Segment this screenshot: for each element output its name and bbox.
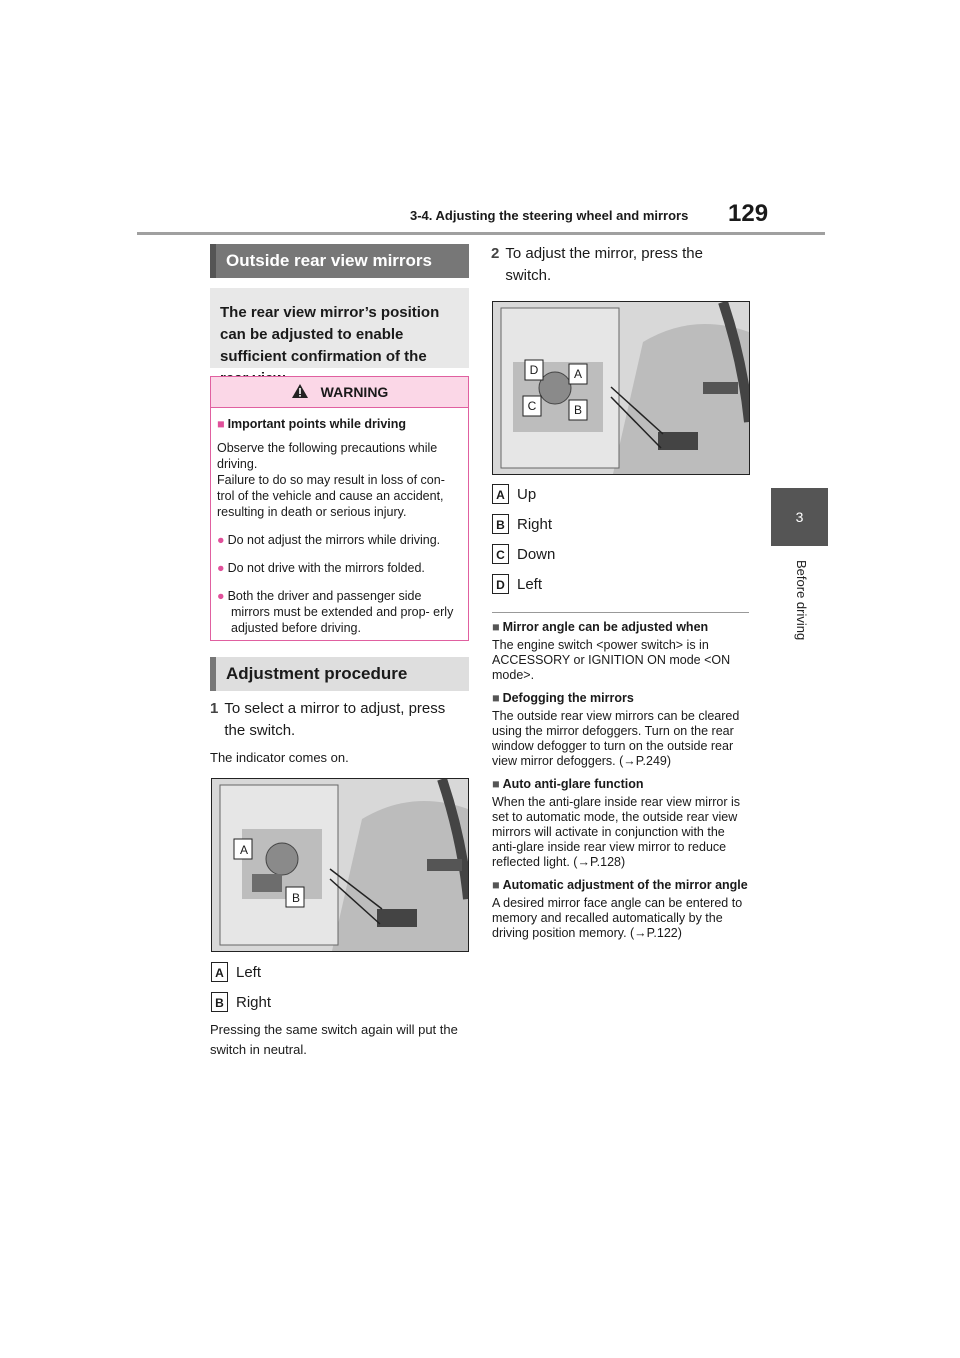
legend-item: A Left (211, 957, 470, 987)
legend-tag: A (211, 962, 228, 982)
mirror-switch-illustration (212, 779, 468, 951)
note-body: The engine switch <power switch> is in ACCESSORY or IGNITION ON mode <ON mode>. (492, 638, 731, 682)
square-bullet-icon: ■ (492, 777, 500, 791)
figure-label: B (291, 891, 300, 905)
step-text: To adjust the mirror, press the switch. (505, 245, 703, 284)
figure-label: D (529, 363, 539, 377)
dot-bullet-icon: ● (217, 561, 225, 575)
warning-title: WARNING (320, 384, 389, 400)
mirror-switch-illustration (493, 302, 749, 474)
switch-figure-1 (211, 778, 469, 952)
chapter-number: 3 (795, 509, 804, 525)
warning-icon (291, 383, 309, 402)
legend-tag: A (492, 484, 509, 504)
figure-label: C (527, 399, 537, 413)
intro-box: The rear view mirror’s position can be adjusted to enable sufficient confirmation of the (210, 288, 469, 368)
warning-text-2: Failure to do so may result in loss of con- trol of the vehicle and cause an accident, resulting in death or serious injury. (217, 473, 445, 519)
switch-figure-2 (492, 301, 750, 475)
step-1 (210, 698, 469, 742)
legend-tag: B (211, 992, 228, 1012)
legend-1 (211, 957, 470, 1017)
figure-label: B (573, 403, 582, 417)
square-bullet-icon: ■ (492, 691, 500, 705)
legend-item: B Right (492, 509, 751, 539)
legend-tag: D (492, 574, 509, 594)
step-1-note: The indicator comes on. (210, 750, 349, 765)
square-bullet-icon: ■ (492, 878, 500, 892)
warning-box (210, 376, 469, 641)
step-text: To select a mirror to adjust, press the switch. (224, 700, 446, 739)
note-body: A desired mirror face angle can be entered to memory and recalled automatically by the driving position memory. (→P.122) (492, 896, 743, 940)
legend-tag: B (492, 514, 509, 534)
legend-item: C Down (492, 539, 751, 569)
square-bullet-icon: ■ (217, 417, 225, 431)
section-title: 3-4. Adjusting the steering wheel and mirrors (410, 208, 689, 223)
note-heading: ■ Automatic adjustment of the mirror angle (492, 878, 748, 892)
warning-bullet: ● Do not adjust the mirrors while driving. (217, 533, 441, 547)
legend-item: B Right (211, 987, 470, 1017)
step-number: 2 (491, 245, 500, 262)
step-2 (491, 243, 750, 287)
dot-bullet-icon: ● (217, 589, 225, 603)
section-heading: Outside rear view mirrors (210, 244, 469, 278)
legend-item: D Left (492, 569, 751, 599)
chapter-title: Before driving (794, 560, 809, 641)
note-heading: ■ Defogging the mirrors (492, 691, 634, 705)
notes-divider (492, 612, 749, 613)
note-body: The outside rear view mirrors can be cleared using the mirror defoggers. Turn on the rear window defogger to turn on the outside rear view mirror defoggers. (→P.249) (492, 709, 740, 768)
note-body: When the anti-glare inside rear view mirror is set to automatic mode, the outside rear view mirrors will activate in conjunction with the anti-glare inside rear view mirror to reduce reflected light. (→P.128) (492, 795, 741, 869)
square-bullet-icon: ■ (492, 620, 500, 634)
legend-tag: C (492, 544, 509, 564)
header-rule (137, 232, 825, 235)
figure-label: A (573, 367, 582, 381)
note-heading: ■ Auto anti-glare function (492, 777, 644, 791)
dot-bullet-icon: ● (217, 533, 225, 547)
page-number: 129 (728, 200, 769, 227)
step-number: 1 (210, 700, 219, 717)
figure-label: A (239, 843, 248, 857)
legend-item: A Up (492, 479, 751, 509)
warning-bullet: ● Both the driver and passenger side mirrors must be extended and prop- erly adjusted before driving. (217, 589, 454, 635)
warning-text-1: Observe the following precautions while driving. (217, 441, 438, 471)
notes (492, 620, 750, 949)
legend-2 (492, 479, 751, 599)
warning-header (211, 377, 468, 408)
procedure-heading: Adjustment procedure (210, 657, 469, 691)
warning-bullet: ● Do not drive with the mirrors folded. (217, 561, 425, 575)
warning-heading: Important points while driving (227, 417, 407, 431)
note-heading: ■ Mirror angle can be adjusted when (492, 620, 709, 634)
neutral-note: Pressing the same switch again will put the switch in neutral. (210, 1022, 458, 1057)
